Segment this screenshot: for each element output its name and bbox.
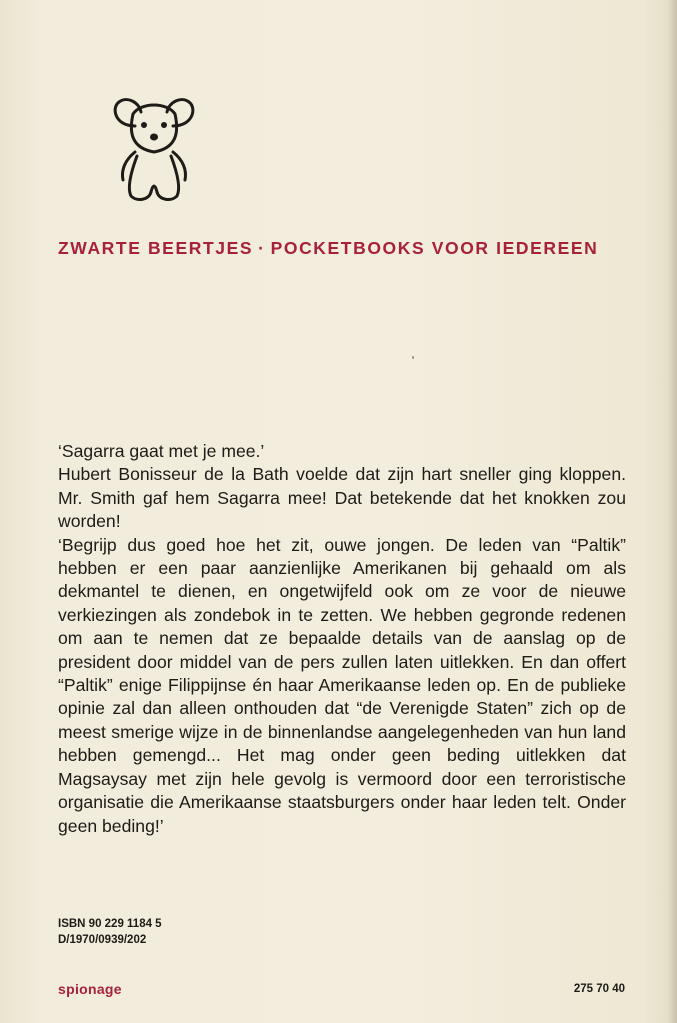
series-separator: · <box>258 238 266 258</box>
blurb-paragraph: ‘Begrijp dus goed hoe het zit, ouwe jongen. De leden van “Paltik” hebben er een paar aanzienlijke Amerikanen bij gehaald om als dekmantel te dienen, en ongetwijfeld ook om ze voor de nieuwe verkiezingen als zondebok in te zetten. We hebben gegronde redenen om aan te nemen dat ze bepaalde details van de aanslag op de president door middel van de pers zullen laten uitlekken. En dan offert “Paltik” enige Filippijnse én haar Amerikaanse leden op. En de publieke opinie zal dan alleen onthouden dat “de Verenigde Staten” zich op de meest smerige wijze in de binnenlandse aangelegenheden van hun land hebben gemengd... Het mag onder geen beding uitlekken dat Magsaysay met zijn hele gevolg is vermoord door een terroristische organisatie die Amerikaanse staatsburgers onder haar leden telt. Onder geen beding!’ <box>58 534 626 836</box>
blurb-text <box>58 440 626 838</box>
legal-deposit-number: D/1970/0939/202 <box>58 934 147 946</box>
paper-speck <box>412 356 414 359</box>
blurb-paragraph: Hubert Bonisseur de la Bath voelde dat zijn hart sneller ging kloppen. Mr. Smith gaf hem Sagarra mee! Dat betekende dat het knokken zou worden! <box>58 464 626 532</box>
genre-label: spionage <box>58 981 122 997</box>
page-edge-shadow <box>667 0 677 1023</box>
blurb-paragraph: ‘Sagarra gaat met je mee.’ <box>58 441 265 461</box>
black-bear-icon <box>105 92 203 204</box>
isbn-block <box>58 916 162 948</box>
catalog-code: 275 70 40 <box>573 983 625 995</box>
series-name: ZWARTE BEERTJES <box>58 238 254 258</box>
series-tagline: POCKETBOOKS VOOR IEDEREEN <box>270 238 599 258</box>
series-title <box>58 238 638 259</box>
isbn-number: ISBN 90 229 1184 5 <box>58 918 162 930</box>
